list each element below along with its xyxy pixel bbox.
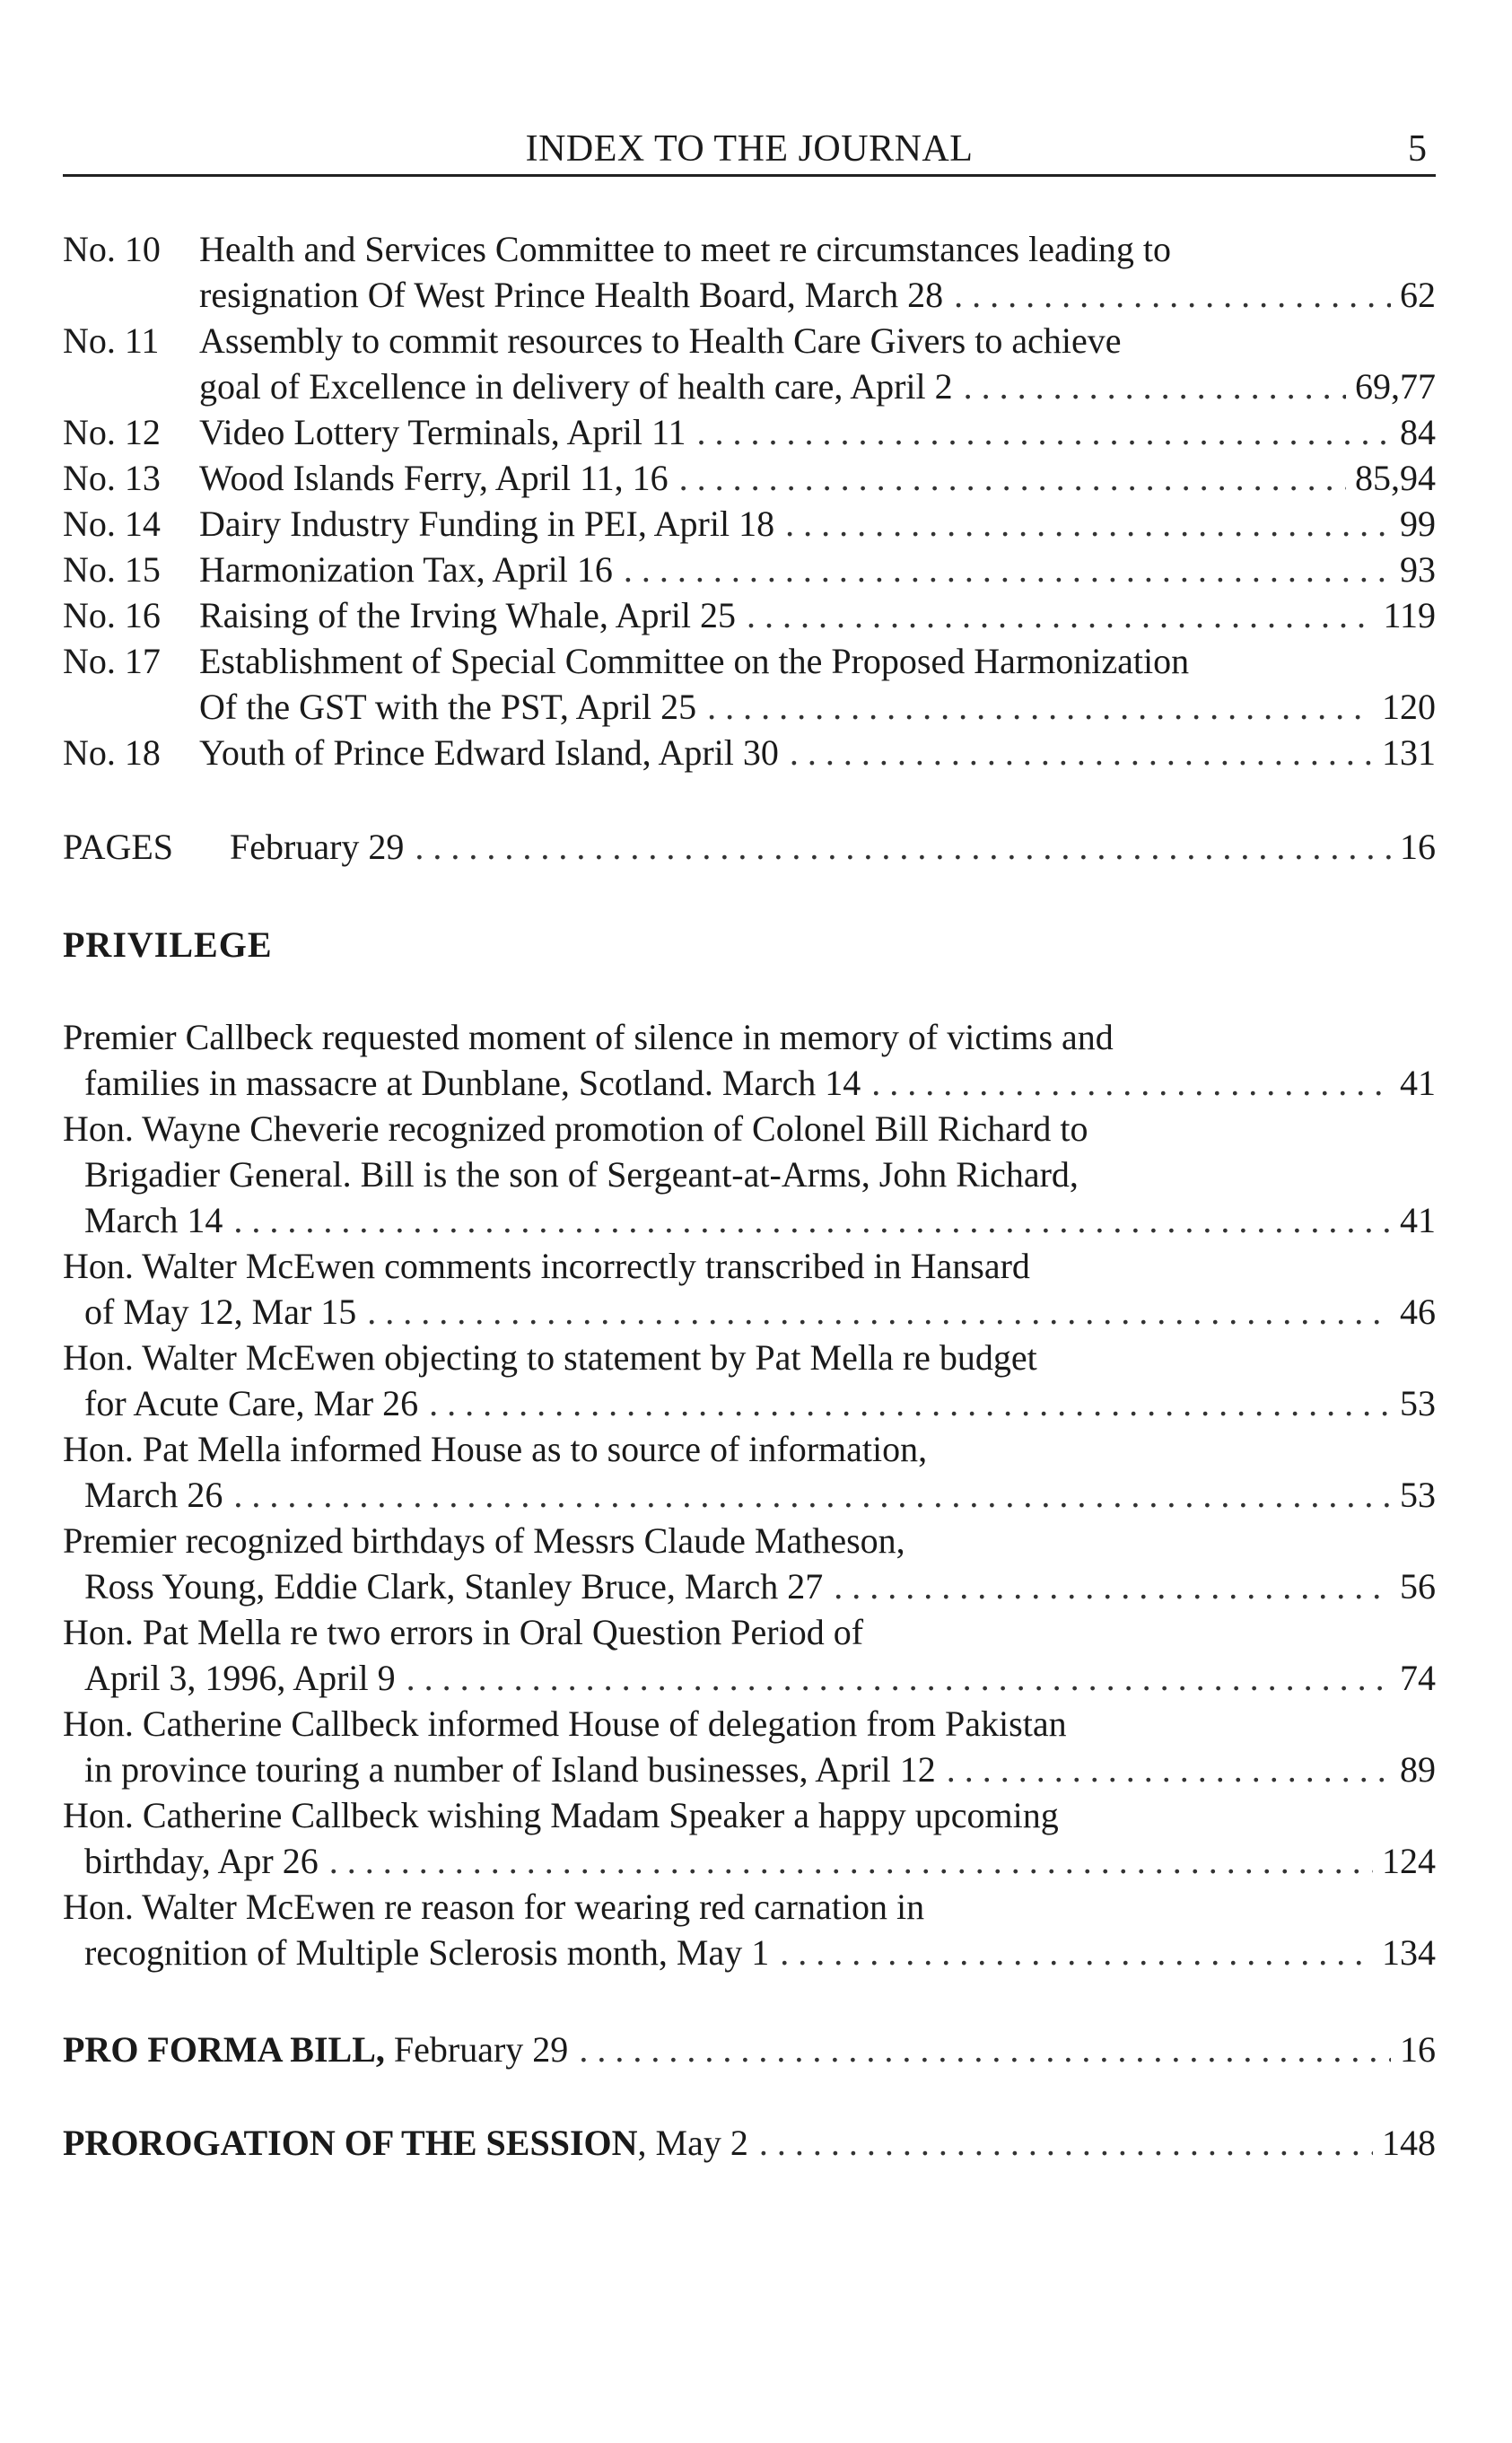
prorogation-row <box>63 2120 1436 2166</box>
privilege-entry <box>63 1701 1436 1747</box>
motion-entry <box>63 455 1436 501</box>
entry-text: resignation Of West Prince Health Board, March 28 <box>199 275 944 315</box>
entry-text: Hon. Pat Mella re two errors in Oral Question Period of <box>63 1612 864 1652</box>
dot-leader <box>233 1472 1391 1518</box>
privilege-entry <box>63 1106 1436 1151</box>
dot-leader <box>954 272 1391 318</box>
page-ref: 46 <box>1400 1292 1436 1332</box>
dot-leader <box>429 1380 1391 1426</box>
dot-leader <box>406 1655 1391 1701</box>
privilege-entry <box>63 1014 1436 1060</box>
dot-leader <box>707 684 1373 730</box>
motion-number: No. 15 <box>63 549 161 590</box>
entry-text: Health and Services Committee to meet re circumstances leading to <box>199 229 1171 269</box>
page-ref: 41 <box>1400 1200 1436 1240</box>
entry-text: March 26 <box>84 1475 223 1515</box>
entry-text: Video Lottery Terminals, April 11 <box>199 412 686 452</box>
motion-entry <box>63 730 1436 775</box>
entry-text: Brigadier General. Bill is the son of Sergeant-at-Arms, John Richard, <box>84 1154 1079 1195</box>
page-ref: 56 <box>1400 1566 1436 1607</box>
page-ref: 134 <box>1382 1932 1436 1973</box>
motion-entry <box>63 501 1436 547</box>
motion-number: No. 14 <box>63 503 161 544</box>
dot-leader <box>759 2120 1373 2166</box>
page-ref: 53 <box>1400 1475 1436 1515</box>
privilege-entry <box>63 1518 1436 1563</box>
entry-text: Dairy Industry Funding in PEI, April 18 <box>199 503 775 544</box>
motion-entry-continued <box>63 363 1436 409</box>
privilege-entry-continued <box>63 1380 1436 1426</box>
page-ref: 131 <box>1382 732 1436 773</box>
page-ref: 85,94 <box>1355 458 1436 498</box>
dot-leader <box>780 1930 1373 1975</box>
entry-text: in province touring a number of Island businesses, April 12 <box>84 1749 936 1790</box>
page-ref: 69,77 <box>1355 366 1436 407</box>
page-ref: 74 <box>1400 1658 1436 1698</box>
privilege-entry-continued <box>63 1747 1436 1792</box>
entry-heading: PRO FORMA BILL, <box>63 2029 385 2070</box>
page-ref: 89 <box>1400 1749 1436 1790</box>
entry-text: February 29 <box>230 827 405 867</box>
entry-text: , May 2 <box>637 2123 748 2163</box>
entry-heading: PROROGATION OF THE SESSION <box>63 2123 638 2163</box>
page-number: 5 <box>1408 128 1427 170</box>
motion-entry <box>63 638 1436 684</box>
entry-text: Premier recognized birthdays of Messrs Claude Matheson, <box>63 1520 905 1561</box>
dot-leader <box>624 547 1391 592</box>
dot-leader <box>579 2027 1391 2072</box>
entry-text: March 14 <box>84 1200 223 1240</box>
entry-text: birthday, Apr 26 <box>84 1841 319 1881</box>
privilege-entry-continued <box>63 1930 1436 1975</box>
privilege-entry <box>63 1792 1436 1838</box>
motion-number: No. 10 <box>63 229 161 269</box>
motion-entry <box>63 592 1436 638</box>
entry-text: February 29 <box>384 2029 569 2070</box>
privilege-entry <box>63 1335 1436 1380</box>
privilege-list <box>63 1014 1436 1975</box>
dot-leader <box>834 1563 1391 1609</box>
entry-text: Of the GST with the PST, April 25 <box>199 687 697 727</box>
privilege-entry-continued <box>63 1655 1436 1701</box>
page-ref: 124 <box>1382 1841 1436 1881</box>
privilege-entry-continued <box>63 1197 1436 1243</box>
motions-list <box>63 226 1436 775</box>
dot-leader <box>785 501 1391 547</box>
privilege-entry <box>63 1609 1436 1655</box>
privilege-entry-continued <box>63 1563 1436 1609</box>
pages-row <box>63 824 1436 870</box>
motion-number: No. 16 <box>63 595 161 635</box>
privilege-entry <box>63 1243 1436 1289</box>
entry-text: goal of Excellence in delivery of health care, April 2 <box>199 366 953 407</box>
dot-leader <box>329 1838 1373 1884</box>
privilege-entry <box>63 1426 1436 1472</box>
entry-text: Hon. Walter McEwen objecting to statement by Pat Mella re budget <box>63 1337 1037 1378</box>
entry-text: Hon. Walter McEwen re reason for wearing red carnation in <box>63 1887 925 1927</box>
pages-entry <box>63 824 1436 870</box>
entry-text: recognition of Multiple Sclerosis month, May 1 <box>84 1932 770 1973</box>
motion-number: No. 13 <box>63 458 161 498</box>
page-ref: 62 <box>1400 275 1436 315</box>
motion-entry <box>63 318 1436 363</box>
entry-text: Wood Islands Ferry, April 11, 16 <box>199 458 669 498</box>
motion-number: No. 18 <box>63 732 161 773</box>
privilege-entry-continued <box>63 1151 1436 1197</box>
motion-entry <box>63 409 1436 455</box>
entry-text: Establishment of Special Committee on the Proposed Harmonization <box>199 641 1190 681</box>
prorogation-entry <box>63 2120 1436 2166</box>
motion-number: No. 11 <box>63 320 160 361</box>
page-ref: 41 <box>1400 1063 1436 1103</box>
dot-leader <box>233 1197 1391 1243</box>
entry-text: Premier Callbeck requested moment of silence in memory of victims and <box>63 1017 1114 1057</box>
privilege-entry-continued <box>63 1060 1436 1106</box>
entry-text: of May 12, Mar 15 <box>84 1292 357 1332</box>
entry-text: Youth of Prince Edward Island, April 30 <box>199 732 779 773</box>
privilege-entry-continued <box>63 1838 1436 1884</box>
motion-entry-continued <box>63 684 1436 730</box>
privilege-entry-continued <box>63 1289 1436 1335</box>
entry-text: Ross Young, Eddie Clark, Stanley Bruce, March 27 <box>84 1566 824 1607</box>
entry-text: Hon. Catherine Callbeck wishing Madam Speaker a happy upcoming <box>63 1795 1059 1835</box>
entry-text: Raising of the Irving Whale, April 25 <box>199 595 737 635</box>
entry-text: for Acute Care, Mar 26 <box>84 1383 419 1423</box>
pro-forma-row <box>63 2027 1436 2072</box>
motion-entry <box>63 547 1436 592</box>
dot-leader <box>947 1747 1391 1792</box>
motion-number: No. 12 <box>63 412 161 452</box>
dot-leader <box>696 409 1391 455</box>
dot-leader <box>790 730 1373 775</box>
motion-entry <box>63 226 1436 272</box>
entry-text: Harmonization Tax, April 16 <box>199 549 613 590</box>
page-ref: 16 <box>1400 827 1436 867</box>
privilege-entry-continued <box>63 1472 1436 1518</box>
page-header <box>63 124 1436 177</box>
page-ref: 16 <box>1400 2029 1436 2070</box>
page-ref: 119 <box>1383 595 1436 635</box>
pro-forma-entry <box>63 2027 1436 2072</box>
dot-leader <box>964 363 1346 409</box>
page-ref: 93 <box>1400 549 1436 590</box>
entry-text: April 3, 1996, April 9 <box>84 1658 396 1698</box>
entry-text: Hon. Wayne Cheverie recognized promotion of Colonel Bill Richard to <box>63 1108 1088 1149</box>
pages-label: PAGES <box>63 827 174 867</box>
entry-text: Assembly to commit resources to Health Care Givers to achieve <box>199 320 1122 361</box>
privilege-entry <box>63 1884 1436 1930</box>
dot-leader <box>367 1289 1391 1335</box>
entry-text: families in massacre at Dunblane, Scotland. March 14 <box>84 1063 861 1103</box>
motion-entry-continued <box>63 272 1436 318</box>
dot-leader <box>871 1060 1391 1106</box>
page-ref: 84 <box>1400 412 1436 452</box>
dot-leader <box>747 592 1374 638</box>
page-ref: 99 <box>1400 503 1436 544</box>
page-ref: 53 <box>1400 1383 1436 1423</box>
dot-leader <box>679 455 1346 501</box>
motion-number: No. 17 <box>63 641 161 681</box>
entry-text: Hon. Pat Mella informed House as to source of information, <box>63 1429 928 1469</box>
page-ref: 148 <box>1382 2123 1436 2163</box>
dot-leader <box>415 824 1391 870</box>
entry-text: Hon. Walter McEwen comments incorrectly transcribed in Hansard <box>63 1246 1030 1286</box>
privilege-heading: PRIVILEGE <box>63 924 273 965</box>
page-ref: 120 <box>1382 687 1436 727</box>
entry-text: Hon. Catherine Callbeck informed House of delegation from Pakistan <box>63 1703 1067 1744</box>
page-title: INDEX TO THE JOURNAL <box>525 128 974 170</box>
